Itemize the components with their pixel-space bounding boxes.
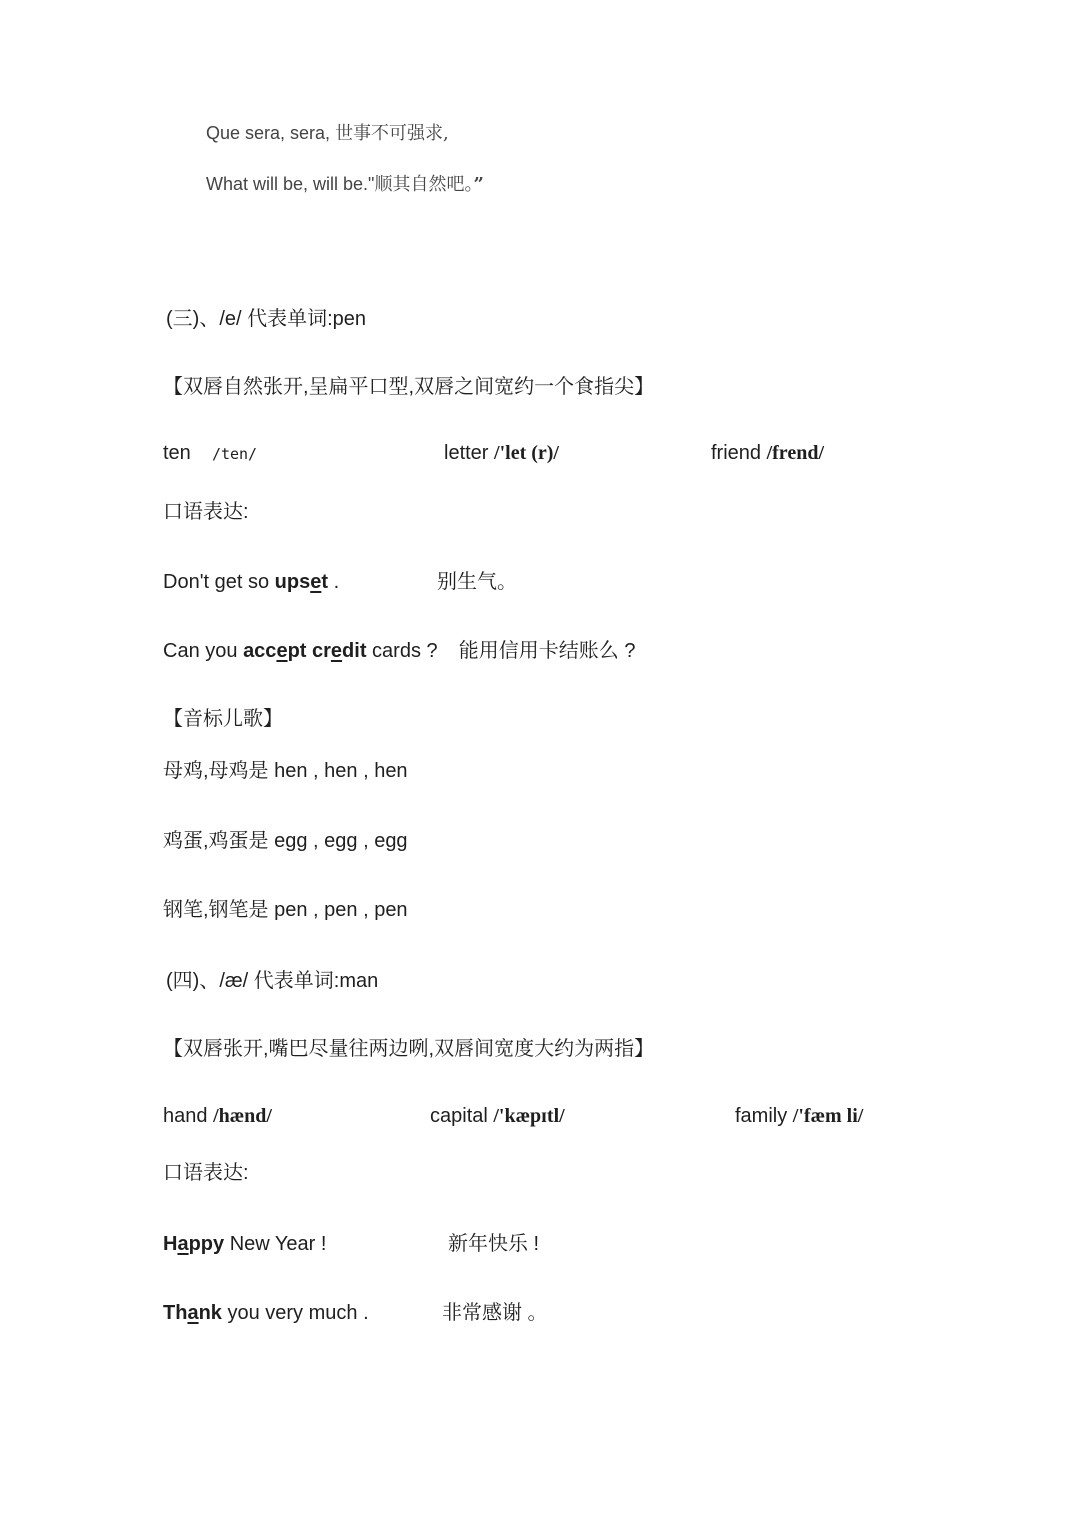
quote-line-1-cn: 世事不可强求, xyxy=(335,123,449,144)
keyword-part: Th xyxy=(163,1302,188,1324)
section3-word-friend xyxy=(711,439,824,467)
word: capital xyxy=(430,1105,488,1127)
song-line-3: 钢笔,钢笔是 pen , pen , pen xyxy=(163,899,408,921)
quote-line-1-en: Que sera, sera, xyxy=(206,123,336,143)
keyword-accept xyxy=(243,640,306,662)
section3-phrase-1-cn: 别生气。 xyxy=(437,571,517,593)
word: letter xyxy=(444,442,489,464)
section3-word-ten xyxy=(163,439,257,468)
keyword-part: ppy xyxy=(188,1233,225,1255)
section4-phrase-1-cn: 新年快乐 ! xyxy=(448,1233,540,1255)
keyword-stressed-vowel: e xyxy=(276,640,288,662)
ipa: /'let (r)/ xyxy=(494,442,559,464)
ipa: /hænd/ xyxy=(213,1105,272,1127)
phrase-text: Can you xyxy=(163,640,244,662)
word: family xyxy=(735,1105,788,1127)
keyword-part: dit xyxy=(342,640,367,662)
section4-word-capital xyxy=(430,1102,565,1130)
ipa: /ten/ xyxy=(211,445,258,463)
quote-line-2 xyxy=(206,170,484,199)
keyword-part: acc xyxy=(243,640,277,662)
keyword-part: cr xyxy=(312,640,331,662)
ipa: /'kæpɪtl/ xyxy=(493,1105,565,1127)
keyword-credit xyxy=(312,640,366,662)
section4-phrase-2 xyxy=(163,1299,369,1327)
keyword-happy xyxy=(163,1233,224,1255)
section4-word-family xyxy=(735,1102,863,1130)
phrase-cn: 能用信用卡结账么 ? xyxy=(458,640,636,662)
song-line-1: 母鸡,母鸡是 hen , hen , hen xyxy=(163,760,408,782)
phrase-text: you very much . xyxy=(221,1302,369,1324)
quote-line-2-en: What will be, will be." xyxy=(206,174,375,194)
keyword-part: t xyxy=(321,571,329,593)
phrase-text: Don't get so xyxy=(163,571,275,593)
section4-phrase-2-cn: 非常感谢 。 xyxy=(442,1302,548,1324)
phrase-text: . xyxy=(328,571,340,593)
ipa: /'fæm li/ xyxy=(792,1105,864,1127)
section3-phrase-2 xyxy=(163,637,635,665)
section4-oral-label: 口语表达: xyxy=(163,1162,249,1184)
section4-tip: 【双唇张开,嘴巴尽量往两边咧,双唇间宽度大约为两指】 xyxy=(163,1038,655,1060)
keyword-stressed-vowel: e xyxy=(310,571,322,593)
keyword-stressed-vowel: e xyxy=(330,640,343,662)
section3-oral-label: 口语表达: xyxy=(163,501,249,523)
keyword-stressed-vowel: a xyxy=(187,1302,199,1324)
keyword-thank xyxy=(163,1302,222,1324)
keyword-part: pt xyxy=(287,640,307,662)
section3-heading: (三)、/e/ 代表单词:pen xyxy=(166,308,367,330)
keyword-upset xyxy=(275,571,328,593)
phrase-text: cards ? xyxy=(366,640,438,662)
keyword-part: ups xyxy=(274,571,311,593)
word: ten xyxy=(163,442,191,464)
section4-heading: (四)、/æ/ 代表单词:man xyxy=(166,970,379,992)
phrase-text: New Year ! xyxy=(224,1233,327,1255)
word: hand xyxy=(163,1105,208,1127)
keyword-stressed-vowel: a xyxy=(177,1233,189,1255)
section4-word-hand xyxy=(163,1102,272,1130)
section4-phrase-1 xyxy=(163,1230,326,1258)
keyword-part: nk xyxy=(198,1302,222,1324)
quote-line-1 xyxy=(206,119,449,148)
section3-song-label: 【音标儿歌】 xyxy=(163,708,283,730)
word: friend xyxy=(711,442,762,464)
section3-word-letter xyxy=(444,439,559,467)
ipa: /frend/ xyxy=(766,442,825,464)
section3-tip: 【双唇自然张开,呈扁平口型,双唇之间宽约一个食指尖】 xyxy=(163,376,655,398)
song-line-2: 鸡蛋,鸡蛋是 egg , egg , egg xyxy=(163,830,408,852)
keyword-part: H xyxy=(163,1233,178,1255)
quote-line-2-cn: 顺其自然吧。 xyxy=(374,174,474,195)
section3-phrase-1 xyxy=(163,568,339,596)
closing-quote-mark: ” xyxy=(473,174,484,195)
